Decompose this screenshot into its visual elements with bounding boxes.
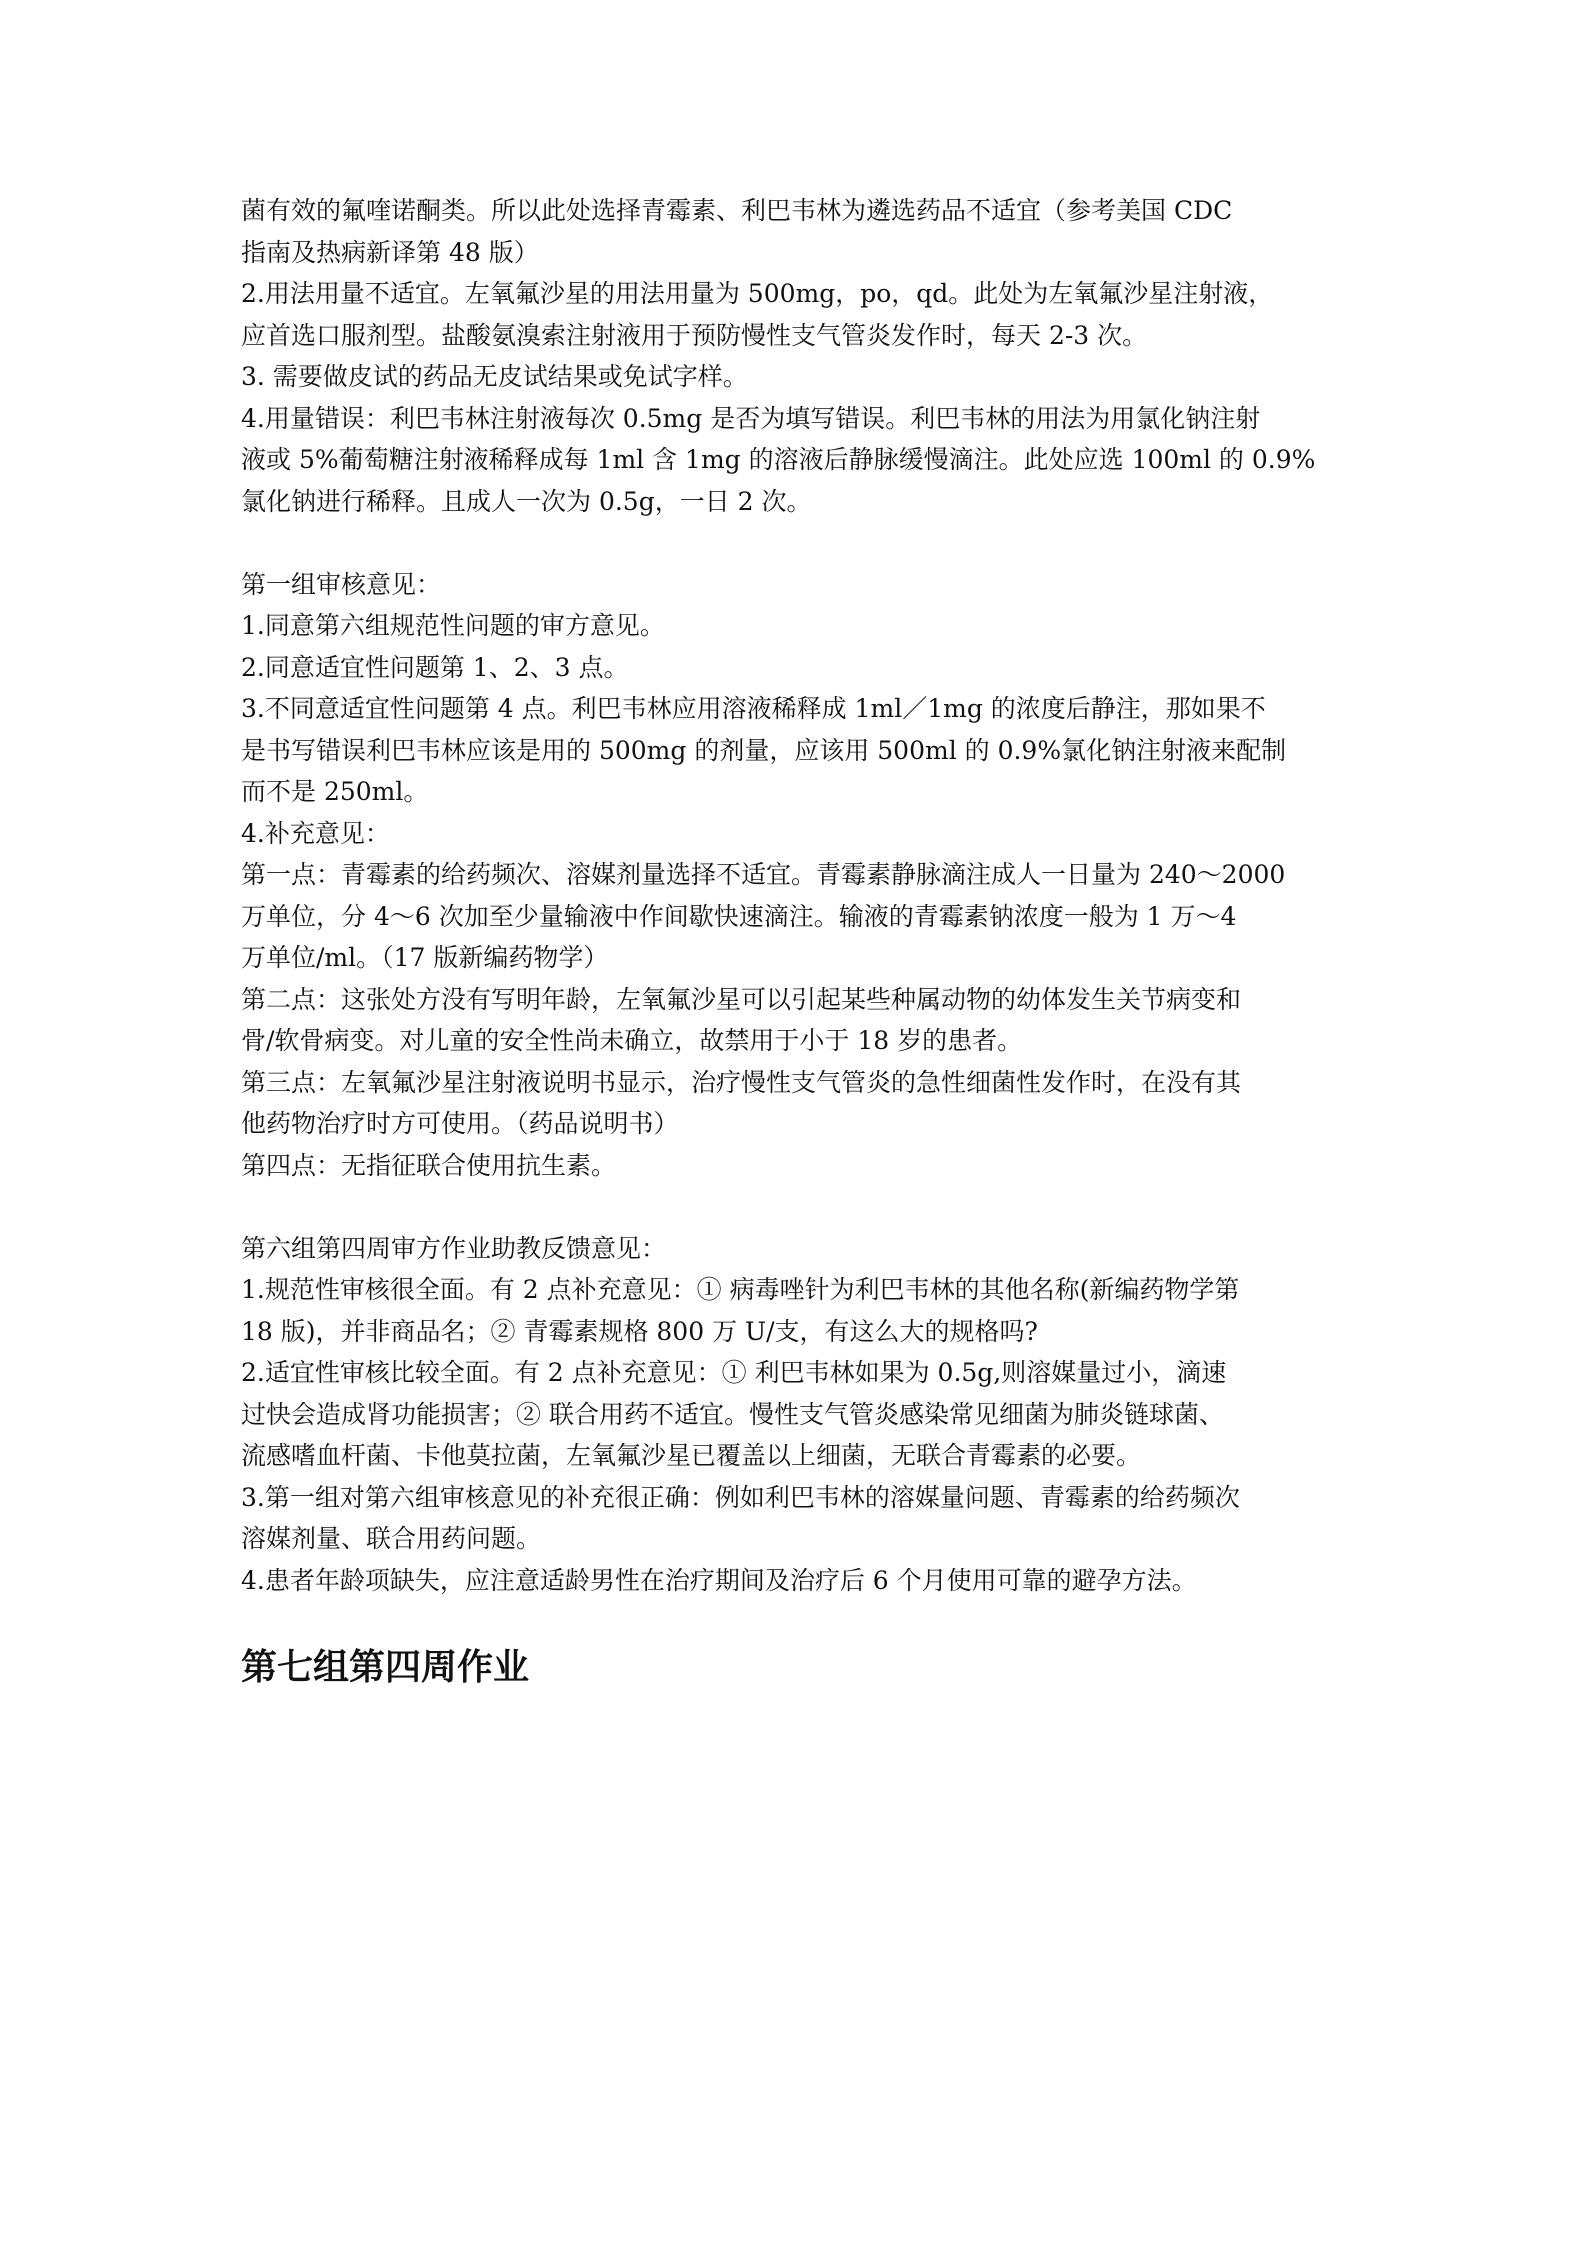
ta-feedback-section: [241, 1228, 1356, 1602]
text-line: 第三点：左氧氟沙星注射液说明书显示，治疗慢性支气管炎的急性细菌性发作时，在没有其: [241, 1067, 1242, 1097]
text-line: 4.患者年龄项缺失，应注意适龄男性在治疗期间及治疗后 6 个月使用可靠的避孕方法。: [241, 1565, 1197, 1595]
text-line: 第四点：无指征联合使用抗生素。: [241, 1150, 617, 1180]
prescription-issues-section: [241, 190, 1356, 522]
text-line: 万单位，分 4～6 次加至少量输液中作间歇快速滴注。输液的青霉素钠浓度一般为 1 万～4: [241, 901, 1237, 931]
text-line: 而不是 250ml。: [241, 777, 429, 806]
text-line: 2.用法用量不适宜。左氧氟沙星的用法用量为 500mg，po，qd。此处为左氧氟沙星注射液，: [241, 279, 1274, 308]
text-line: 流感嗜血杆菌、卡他莫拉菌，左氧氟沙星已覆盖以上细菌，无联合青霉素的必要。: [241, 1441, 1142, 1470]
section-title: 第一组审核意见：: [241, 569, 442, 599]
text-line: 3. 需要做皮试的药品无皮试结果或免试字样。: [241, 362, 748, 391]
text-line: 1.同意第六组规范性问题的审方意见。: [241, 611, 665, 640]
text-line: 过快会造成肾功能损害；② 联合用药不适宜。慢性支气管炎感染常见细菌为肺炎链球菌、: [241, 1399, 1224, 1429]
group-one-review-section: [241, 564, 1356, 1187]
text-line: 2.适宜性审核比较全面。有 2 点补充意见：① 利巴韦林如果为 0.5g,则溶媒量过小，滴速: [241, 1358, 1227, 1387]
text-line: 2.同意适宜性问题第 1、2、3 点。: [241, 652, 629, 682]
text-line: 溶媒剂量、联合用药问题。: [241, 1524, 542, 1553]
text-line: 指南及热病新译第 48 版）: [241, 237, 539, 267]
text-line: 18 版)，并非商品名；② 青霉素规格 800 万 U/支，有这么大的规格吗?: [241, 1316, 1038, 1346]
paragraph-gap: [241, 522, 1356, 564]
text-line: 3.不同意适宜性问题第 4 点。利巴韦林应用溶液稀释成 1ml／1mg 的浓度后静注，那如果不: [241, 694, 1266, 723]
section-title: 第六组第四周审方作业助教反馈意见：: [241, 1233, 667, 1263]
section-heading: 第七组第四周作业: [241, 1647, 530, 1688]
text-line: 液或 5%葡萄糖注射液稀释成每 1ml 含 1mg 的溶液后静脉缓慢滴注。此处应选 100ml 的 0.9%: [241, 445, 1316, 474]
text-line: 第一点：青霉素的给药频次、溶媒剂量选择不适宜。青霉素静脉滴注成人一日量为 240～2000: [241, 860, 1286, 889]
text-line: 应首选口服剂型。盐酸氨溴索注射液用于预防慢性支气管炎发作时，每天 2-3 次。: [241, 320, 1148, 350]
text-line: 是书写错误利巴韦林应该是用的 500mg 的剂量，应该用 500ml 的 0.9%氯化钠注射液来配制: [241, 735, 1287, 765]
text-line: 他药物治疗时方可使用。（药品说明书）: [241, 1109, 679, 1138]
text-line: 4.用量错误：利巴韦林注射液每次 0.5mg 是否为填写错误。利巴韦林的用法为用氯化钠注射: [241, 403, 1261, 433]
paragraph-gap: [241, 1186, 1356, 1228]
text-line: 第二点：这张处方没有写明年龄，左氧氟沙星可以引起某些种属动物的幼体发生关节病变和: [241, 984, 1242, 1014]
text-line: 氯化钠进行稀释。且成人一次为 0.5g，一日 2 次。: [241, 486, 812, 516]
document-page: [241, 190, 1356, 1717]
text-line: 3.第一组对第六组审核意见的补充很正确：例如利巴韦林的溶媒量问题、青霉素的给药频次: [241, 1482, 1240, 1512]
text-line: 1.规范性审核很全面。有 2 点补充意见：① 病毒唑针为利巴韦林的其他名称(新编药物学第: [241, 1275, 1240, 1304]
text-line: 万单位/ml。（17 版新编药物学）: [241, 943, 609, 972]
text-line: 4.补充意见：: [241, 818, 390, 848]
text-line: 菌有效的氟喹诺酮类。所以此处选择青霉素、利巴韦林为遴选药品不适宜（参考美国 CDC: [241, 196, 1233, 225]
text-line: 骨/软骨病变。对儿童的安全性尚未确立，故禁用于小于 18 岁的患者。: [241, 1026, 1023, 1055]
